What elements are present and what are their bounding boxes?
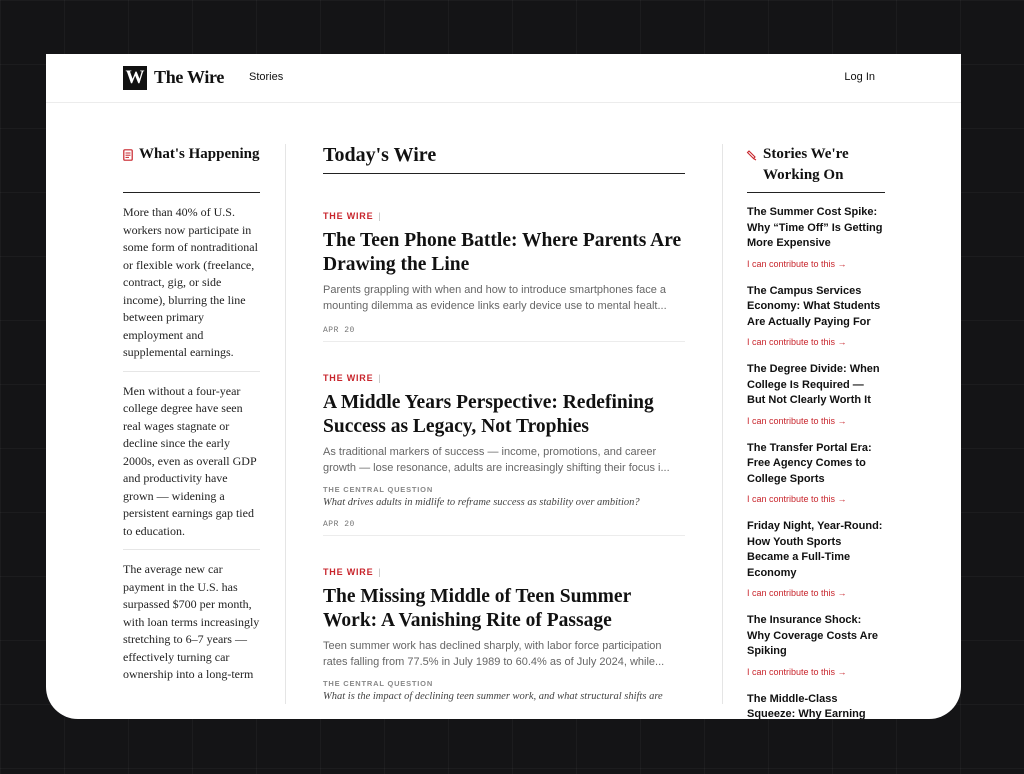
stories-working-on-section (747, 144, 885, 720)
story-title[interactable]: Friday Night, Year-Round: How Youth Sports Became a Full-Time Economy (747, 520, 883, 579)
article-kicker (323, 211, 685, 221)
stories-working-on-title: Stories We're Working On (763, 146, 849, 183)
facts-list (123, 193, 260, 698)
kicker-separator: | (378, 373, 382, 383)
article-card[interactable] (323, 535, 685, 708)
todays-wire-section (323, 144, 685, 701)
central-question-text: What drives adults in midlife to reframe success as stability over ambition? (323, 497, 640, 508)
article-summary: Parents grappling with when and how to introduce smartphones face a mounting dilemma as evidence links early device use to mental healt... (323, 284, 667, 312)
column-divider-right (722, 144, 723, 704)
top-nav (46, 54, 961, 103)
column-divider-left (285, 144, 286, 704)
pencil-tag-icon (747, 149, 757, 161)
contribute-link[interactable]: I can contribute to this → (747, 666, 847, 677)
contribute-link[interactable]: I can contribute to this → (747, 494, 847, 504)
login-link[interactable]: Log In (844, 71, 875, 83)
kicker-separator: | (378, 567, 382, 577)
story-item (747, 362, 885, 426)
newspaper-icon (123, 149, 133, 161)
story-item (747, 205, 885, 269)
article-card[interactable] (323, 341, 685, 535)
brand-name[interactable]: The Wire (154, 67, 225, 87)
story-title[interactable]: The Transfer Portal Era: Free Agency Comes to College Sports (747, 441, 872, 485)
article-date: APR 20 (323, 326, 355, 335)
fact-item: More than 40% of U.S. workers now participate in some form of nontraditional or flexible work (freelance, contract, gig, or side income), blurring the line between primary employment and supplemental earnings. (123, 193, 260, 372)
contribute-link[interactable]: I can contribute to this → (747, 415, 847, 426)
whats-happening-header (123, 144, 260, 193)
story-item (747, 441, 885, 505)
central-question-label: THE CENTRAL QUESTION (323, 485, 434, 494)
article-date: APR 20 (323, 520, 355, 529)
article-headline[interactable]: The Missing Middle of Teen Summer Work: A Vanishing Rite of Passage (323, 586, 631, 631)
story-title[interactable]: The Degree Divide: When College Is Required — But Not Clearly Worth It (747, 363, 880, 406)
kicker-label: THE WIRE (323, 211, 374, 221)
story-list (747, 193, 885, 720)
story-item (747, 284, 885, 348)
kicker-label: THE WIRE (323, 567, 374, 577)
article-headline[interactable]: The Teen Phone Battle: Where Parents Are Drawing the Line (323, 230, 682, 275)
story-title[interactable]: The Middle-Class Squeeze: Why Earning (747, 692, 866, 720)
story-item (747, 613, 885, 677)
story-title[interactable]: The Campus Services Economy: What Students Are Actually Paying For (747, 284, 881, 328)
whats-happening-section (123, 144, 260, 698)
stories-working-on-header (747, 144, 885, 193)
story-item (747, 519, 885, 598)
todays-wire-title: Today's Wire (323, 144, 685, 174)
kicker-label: THE WIRE (323, 373, 374, 383)
fact-item: The average new car payment in the U.S. has surpassed $700 per month, with loan terms increasingly stretching to 6–7 years — effectively turning car ownership into a long-term (123, 562, 260, 681)
article-card[interactable] (323, 174, 685, 341)
article-summary: Teen summer work has declined sharply, with labor force participation rates falling from 77.5% in July 1989 to 60.4% as of July 2024, while... (323, 640, 665, 668)
nav-stories-link[interactable]: Stories (249, 71, 284, 83)
fact-item: Men without a four-year college degree have seen real wages stagnate or decline since the early 2000s, even as overall GDP and productivity have grown — widening a persistent earnings gap tied to education. (123, 372, 260, 551)
central-question-text: What is the impact of declining teen summer work, and what structural shifts are (323, 691, 663, 702)
story-title[interactable]: The Insurance Shock: Why Coverage Costs Are Spiking (747, 614, 879, 657)
article-kicker (323, 567, 685, 577)
app-window (46, 54, 961, 719)
contribute-link[interactable]: I can contribute to this → (747, 258, 847, 269)
story-title[interactable]: The Summer Cost Spike: Why “Time Off” Is Getting More Expensive (747, 206, 883, 249)
article-list (323, 174, 685, 701)
story-item (747, 692, 885, 723)
logo-mark[interactable]: W (123, 66, 147, 90)
whats-happening-title: What's Happening (139, 146, 260, 162)
contribute-link[interactable]: I can contribute to this → (747, 337, 847, 347)
kicker-separator: | (378, 211, 382, 221)
article-headline[interactable]: A Middle Years Perspective: Redefining Success as Legacy, Not Trophies (323, 392, 654, 437)
article-kicker (323, 373, 685, 383)
article-summary: As traditional markers of success — income, promotions, and career growth — lose resonance, adults are increasingly shifting their focus i... (323, 446, 670, 474)
central-question-label: THE CENTRAL QUESTION (323, 679, 434, 688)
contribute-link[interactable]: I can contribute to this → (747, 588, 847, 598)
